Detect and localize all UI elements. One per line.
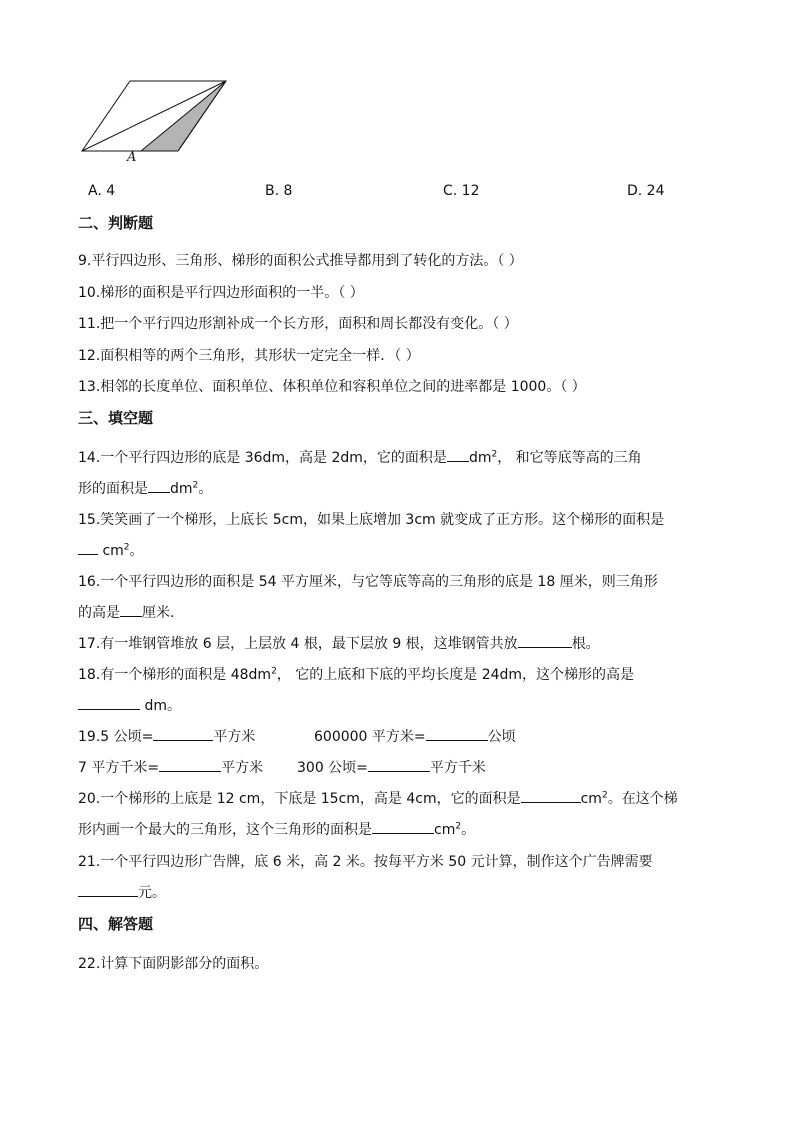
question-15-line2 bbox=[78, 540, 144, 560]
question-19-line1 bbox=[78, 726, 255, 746]
q19-text-c: 600000 平方米= bbox=[314, 729, 426, 745]
q21-text-b: 元。 bbox=[138, 885, 166, 901]
q19-text-b: 平方米 bbox=[213, 729, 256, 745]
question-20-line2 bbox=[78, 819, 475, 839]
superscript: 2 bbox=[271, 666, 277, 677]
q19-blank-2[interactable] bbox=[426, 726, 488, 741]
q18-text-b: ， 它的上底和下底的平均长度是 24dm，这个梯形的高是 bbox=[276, 667, 635, 683]
q20-text-a: 20.一个梯形的上底是 12 cm，下底是 15cm，高是 4cm，它的面积是 bbox=[78, 791, 521, 807]
q14-blank-2[interactable] bbox=[148, 478, 170, 493]
q14-unit-1: dm bbox=[468, 450, 492, 466]
question-18-line2 bbox=[78, 695, 181, 715]
q20-blank-2[interactable] bbox=[372, 819, 434, 834]
question-11: 11.把一个平行四边形割补成一个长方形，面积和周长都没有变化。（ ） bbox=[78, 316, 518, 332]
question-22: 22.计算下面阴影部分的面积。 bbox=[78, 956, 269, 972]
q14-end: 。 bbox=[198, 481, 213, 497]
question-17 bbox=[78, 633, 600, 653]
q19-blank-4[interactable] bbox=[368, 757, 430, 772]
q14-text-b: ， 和它等底等高的三角 bbox=[497, 450, 642, 466]
q14-text-c: 形的面积是 bbox=[78, 481, 148, 497]
q14-unit-2: dm bbox=[170, 481, 193, 497]
option-c: C. 12 bbox=[443, 183, 480, 199]
question-19-line1-right bbox=[314, 726, 516, 746]
q17-text-b: 根。 bbox=[571, 636, 600, 652]
q15-blank[interactable] bbox=[78, 540, 98, 555]
question-14-line1 bbox=[78, 447, 642, 467]
question-16-line1: 16.一个平行四边形的面积是 54 平方厘米，与它等底等高的三角形的底是 18 厘米，则三角形 bbox=[78, 574, 658, 590]
question-15-line1: 15.笑笑画了一个梯形，上底长 5cm，如果上底增加 3cm 就变成了正方形。这个梯形的面积是 bbox=[78, 512, 665, 528]
q21-blank[interactable] bbox=[78, 882, 138, 897]
q19-text-h: 平方千米 bbox=[429, 760, 486, 776]
question-19-line2-right bbox=[297, 757, 486, 777]
question-20-line1 bbox=[78, 788, 678, 808]
q19-blank-1[interactable] bbox=[153, 726, 213, 741]
q15-end: 。 bbox=[129, 543, 144, 559]
q18-blank[interactable] bbox=[78, 695, 140, 710]
question-16-line2 bbox=[78, 602, 174, 622]
q18-text-c: dm。 bbox=[140, 698, 181, 714]
superscript: 2 bbox=[123, 542, 130, 553]
option-d: D. 24 bbox=[627, 183, 665, 199]
q19-blank-3[interactable] bbox=[159, 757, 221, 772]
q20-unit-2: cm bbox=[434, 822, 456, 838]
q17-text-a: 17.有一堆钢管堆放 6 层，上层放 4 根，最下层放 9 根，这堆钢管共放 bbox=[78, 636, 518, 652]
q18-text-a: 18.有一个梯形的面积是 48dm bbox=[78, 667, 272, 683]
question-19-line2 bbox=[78, 757, 263, 777]
option-a: A. 4 bbox=[88, 183, 116, 199]
q19-text-e: 7 平方千米= bbox=[78, 760, 160, 776]
question-14-line2 bbox=[78, 478, 212, 498]
superscript: 2 bbox=[601, 790, 608, 801]
q15-unit: cm bbox=[98, 543, 124, 559]
question-12: 12.面积相等的两个三角形，其形状一定完全一样．（ ） bbox=[78, 348, 420, 364]
q17-blank[interactable] bbox=[518, 633, 572, 648]
question-18-line1 bbox=[78, 664, 634, 684]
q20-text-b: 。在这个梯 bbox=[607, 791, 678, 807]
parallelogram-figure bbox=[78, 78, 238, 168]
q20-text-c: 形内画一个最大的三角形，这个三角形的面积是 bbox=[78, 822, 372, 838]
q16-text-b: 的高是 bbox=[78, 605, 120, 621]
q20-blank-1[interactable] bbox=[521, 788, 581, 803]
section-solve-title: 四、解答题 bbox=[78, 915, 154, 933]
question-13: 13.相邻的长度单位、面积单位、体积单位和容积单位之间的进率都是 1000。（ ） bbox=[78, 379, 586, 395]
question-21-line1: 21.一个平行四边形广告牌，底 6 米，高 2 米。按每平方米 50 元计算，制作这个广告牌需要 bbox=[78, 854, 653, 870]
section-fill-title: 三、填空题 bbox=[78, 409, 154, 427]
q19-text-d: 公顷 bbox=[487, 729, 516, 745]
section-judge-title: 二、判断题 bbox=[78, 214, 154, 232]
option-b: B. 8 bbox=[265, 183, 293, 199]
q19-text-f: 平方米 bbox=[221, 760, 264, 776]
q20-end: 。 bbox=[461, 822, 476, 838]
q19-text-g: 300 公顷= bbox=[297, 760, 368, 776]
q20-unit-1: cm bbox=[580, 791, 602, 807]
superscript: 2 bbox=[192, 480, 199, 491]
q19-text-a: 19.5 公顷= bbox=[78, 729, 154, 745]
question-21-line2 bbox=[78, 882, 166, 902]
q16-text-c: 厘米. bbox=[142, 605, 175, 621]
question-10: 10.梯形的面积是平行四边形面积的一半。（ ） bbox=[78, 285, 364, 301]
q16-blank[interactable] bbox=[120, 602, 142, 617]
q14-text-a: 14.一个平行四边形的底是 36dm，高是 2dm，它的面积是 bbox=[78, 450, 447, 466]
superscript: 2 bbox=[491, 449, 498, 460]
question-9: 9.平行四边形、三角形、梯形的面积公式推导都用到了转化的方法。（ ） bbox=[78, 253, 523, 269]
q14-blank-1[interactable] bbox=[447, 447, 469, 462]
superscript: 2 bbox=[455, 821, 462, 832]
point-a-label: A bbox=[127, 150, 137, 165]
